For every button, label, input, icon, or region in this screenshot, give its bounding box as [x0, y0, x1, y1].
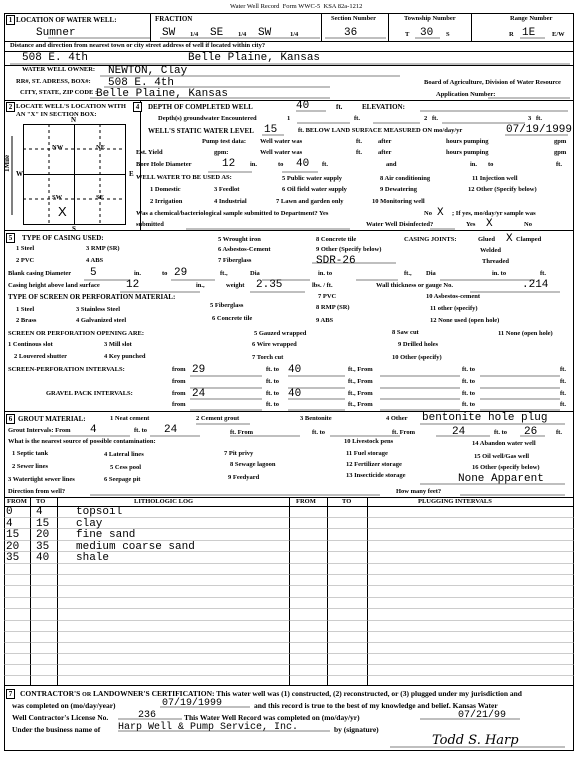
- quarter-2: SE: [210, 27, 224, 39]
- groundwater-label: Depth(s) groundwater Encountered: [158, 115, 257, 122]
- depth-value: 40: [296, 100, 310, 112]
- opening-key: 4 Key punched: [104, 353, 146, 360]
- casing-pvc: 2 PVC: [16, 257, 35, 264]
- owner-value: NEWTON, Clay: [108, 65, 188, 77]
- signature: Todd S. Harp: [432, 733, 519, 748]
- blank-casing-label: Blank casing Diameter: [8, 270, 72, 277]
- quarter-unit-2: 1/4: [238, 31, 247, 38]
- use-monitoring: 10 Monitoring well: [372, 198, 425, 205]
- opening-continous: 1 Continous slot: [8, 341, 53, 348]
- grout-cement: 2 Cement grout: [196, 415, 240, 422]
- use-label: WELL WATER TO BE USED AS:: [136, 174, 232, 181]
- section-number-value: 36: [344, 27, 358, 39]
- log-row-from: 4: [6, 518, 13, 530]
- casing-other-value: SDR-26: [316, 255, 356, 267]
- perf-from-value: 29: [192, 364, 206, 376]
- contam-other: 16 Other (specify below): [472, 464, 540, 471]
- joints-clamped-mark: X: [506, 233, 513, 245]
- contam-lateral: 4 Lateral lines: [104, 451, 144, 458]
- contamination-label: What is the nearest source of possible contamination:: [8, 438, 156, 445]
- bore-and: and: [386, 161, 397, 168]
- opening-none: 11 None (open hole): [498, 330, 553, 337]
- pump-test-label: Pump test data:: [202, 138, 247, 145]
- screen-rmp: 8 RMP (SR): [316, 304, 350, 311]
- county-value: Sumner: [36, 27, 76, 39]
- se-label: SE: [96, 194, 104, 201]
- grout-other: 4 Other: [386, 415, 408, 422]
- grout-other-value: bentonite hole plug: [422, 412, 548, 424]
- contam-feedyard: 9 Feedyard: [228, 474, 260, 481]
- screen-stainless: 3 Stainless Steel: [76, 306, 121, 313]
- business-label: Under the business name of: [12, 725, 101, 734]
- pump-ww-2: Well water was: [260, 149, 303, 156]
- blank-ft-2: ft.,: [404, 270, 412, 277]
- grout-to2-value: 26: [524, 426, 538, 438]
- opening-saw: 8 Saw cut: [392, 329, 419, 336]
- screen-concrete: 6 Concrete tile: [212, 315, 253, 322]
- screen-other: 11 other (specify): [430, 305, 478, 312]
- application-number-label: Application Number:: [436, 91, 496, 98]
- address-value: 508 E. 4th: [108, 77, 175, 89]
- use-irrigation: 2 Irrigation: [150, 198, 183, 205]
- screen-steel: 1 Steel: [16, 306, 35, 313]
- log-header-from-2: FROM: [296, 498, 316, 505]
- screen-galvanized: 4 Galvanized steel: [76, 317, 127, 324]
- range-label: Range Number: [510, 15, 553, 22]
- use-air: 8 Air conditioning: [380, 175, 431, 182]
- screen-material-label: TYPE OF SCREEN OR PERFORATION MATERIAL:: [8, 293, 176, 301]
- use-injection: 11 Injection well: [472, 175, 518, 182]
- gravel-ft-2: ft.: [560, 401, 566, 408]
- contam-septic: 1 Septic tank: [12, 450, 49, 457]
- log-row-desc: clay: [76, 518, 103, 530]
- screen-pvc: 7 PVC: [318, 293, 337, 300]
- ne-label: NE: [96, 144, 106, 151]
- casing-fiberglass: 7 Fiberglass: [218, 257, 252, 264]
- depth-ft: ft.: [336, 103, 343, 111]
- fraction-label: FRACTION: [155, 15, 193, 23]
- log-row-to: 4: [36, 506, 43, 518]
- well-location-mark: X: [58, 204, 67, 219]
- gravel-ftto2-1: ft. to: [462, 390, 475, 397]
- gw-3: 3: [528, 115, 532, 122]
- static-value: 15: [264, 124, 278, 136]
- depth-label: DEPTH OF COMPLETED WELL: [148, 103, 253, 111]
- quarter-unit-3: 1/4: [290, 31, 299, 38]
- disinfected-label: Water Well Disinfected?: [366, 221, 434, 228]
- use-feedlot: 3 Feedlot: [214, 186, 240, 193]
- south-label: S: [72, 225, 76, 233]
- contam-lagoon: 8 Sewage lagoon: [230, 461, 276, 468]
- pump-after-2: after: [378, 149, 392, 156]
- static-rest: ft. BELOW LAND SURFACE MEASURED ON mo/day/yr: [298, 127, 463, 134]
- casing-wrought: 5 Wrought iron: [218, 236, 261, 243]
- static-date: 07/19/1999: [506, 124, 573, 136]
- perf-intervals-label: SCREEN-PERFORATION INTERVALS:: [8, 366, 125, 373]
- grout-ftfrom-2: ft. From: [392, 429, 415, 436]
- weight-label: weight: [226, 282, 245, 289]
- log-header-from: FROM: [7, 498, 27, 505]
- township-label: Township Number: [404, 15, 456, 22]
- grout-ftfrom-1: ft. From: [230, 429, 253, 436]
- city-state-zip-value: Belle Plaine, Kansas: [96, 88, 229, 100]
- quarter-3: SW: [258, 27, 272, 39]
- sw-label: SW: [52, 194, 63, 201]
- owner-label: WATER WELL OWNER:: [22, 66, 96, 73]
- perf-from-2: from: [172, 378, 186, 385]
- perf-ftto-2: ft. to: [266, 378, 279, 385]
- chem-no: No: [424, 210, 432, 217]
- license-label: Well Contractor's License No.: [12, 713, 109, 722]
- blank-to-value: 29: [174, 267, 188, 279]
- blank-in: in.: [134, 270, 142, 277]
- contam-livestock: 10 Livestock pens: [344, 438, 394, 445]
- log-header-lithologic: LITHOLOGIC LOG: [134, 498, 194, 505]
- opening-louvered: 2 Louvered shutter: [14, 353, 67, 360]
- gravel-ftto2-2: ft. to: [462, 401, 475, 408]
- pump-ft-1: ft.: [356, 138, 362, 145]
- pump-ww-1: Well water was: [260, 138, 303, 145]
- blank-in-to-2: in. to: [492, 270, 507, 277]
- submitted-label: submitted: [136, 221, 164, 228]
- contam-fuel: 11 Fuel storage: [346, 450, 388, 457]
- opening-gauzed: 5 Gauzed wrapped: [254, 330, 307, 337]
- city-state-zip-label: CITY, STATE, ZIP CODE :: [20, 89, 98, 96]
- township-s: S: [446, 31, 450, 38]
- log-row-from: 35: [6, 552, 20, 564]
- screen-fiberglass: 5 Fiberglass: [210, 302, 244, 309]
- use-domestic: 1 Domestic: [150, 186, 181, 193]
- range-r: R: [509, 31, 514, 38]
- north-label: N: [71, 116, 77, 124]
- opening-label: SCREEN OR PERFORATION OPENING ARE:: [8, 330, 145, 337]
- log-row-to: 35: [36, 541, 50, 553]
- gw-ft-1: ft.: [354, 115, 360, 122]
- contam-watertight: 3 Watertight sewer lines: [8, 476, 75, 483]
- perf-to-value: 40: [288, 364, 302, 376]
- log-header-to: TO: [36, 498, 46, 505]
- grout-ftto-2: ft. to: [312, 429, 325, 436]
- distance-city: Belle Plaine, Kansas: [188, 52, 321, 64]
- section-number-7: 7: [6, 689, 15, 699]
- use-lawn: 7 Lawn and garden only: [276, 198, 344, 205]
- contam-other-value: None Apparent: [458, 473, 544, 485]
- elevation-label: ELEVATION:: [362, 103, 405, 111]
- log-row-desc: fine sand: [76, 529, 136, 541]
- perf-ftto2-1: ft. to: [462, 366, 475, 373]
- screen-brass: 2 Brass: [16, 317, 37, 324]
- bore-ft: ft.: [322, 161, 328, 168]
- gravel-from-value: 24: [192, 388, 206, 400]
- opening-torch: 7 Torch cut: [252, 354, 284, 361]
- grout-ft-end: ft.: [556, 429, 562, 436]
- log-row-to: 20: [36, 529, 50, 541]
- log-row-from: 15: [6, 529, 20, 541]
- bore-value: 12: [222, 158, 236, 170]
- license-value: 236: [138, 710, 157, 721]
- weight-unit: lbs. / ft.: [312, 282, 333, 289]
- contam-cess: 5 Cess pool: [110, 464, 142, 471]
- gravel-ftfrom-2: ft., From: [348, 401, 373, 408]
- screen-asbestos: 10 Asbestos-cement: [426, 293, 480, 300]
- casing-concrete: 8 Concrete tile: [316, 236, 357, 243]
- screen-none: 12 None used (open hole): [430, 317, 500, 324]
- completed-value: 07/19/1999: [162, 698, 223, 709]
- casing-asbestos: 6 Asbestos-Cement: [218, 246, 271, 253]
- board-label: Board of Agriculture, Division of Water Resource: [424, 79, 561, 86]
- perf-ft-1: ft.: [560, 366, 566, 373]
- nw-label: NW: [52, 144, 64, 151]
- grout-ftto-1: ft. to: [134, 427, 147, 434]
- casing-other: 9 Other (Specify below): [316, 246, 382, 253]
- section-number-5: 5: [6, 233, 15, 243]
- location-label: LOCATION OF WATER WELL:: [16, 16, 117, 24]
- bore-in: in.: [250, 161, 258, 168]
- use-oilfield: 6 Oil field water supply: [282, 186, 347, 193]
- static-label: WELL'S STATIC WATER LEVEL: [148, 127, 254, 135]
- section-number-4: 4: [133, 102, 142, 112]
- perf-ftto-1: ft. to: [266, 366, 279, 373]
- business-value: Harp Well & Pump Service, Inc.: [118, 722, 299, 733]
- grout-material-label: GROUT MATERIAL:: [18, 415, 86, 423]
- form-title: Water Well Record Form WWC-5 KSA 82a-1212: [230, 3, 363, 10]
- gw-1: 1: [287, 115, 291, 122]
- opening-drilled: 9 Drilled holes: [398, 341, 439, 348]
- grout-neat: 1 Neat cement: [110, 415, 150, 422]
- joints-welded: Welded: [480, 247, 501, 254]
- quarter-unit-1: 1/4: [190, 31, 199, 38]
- signature-label: by (signature): [334, 725, 379, 734]
- wall-label: Wall thickness or gauge No.: [376, 282, 453, 289]
- log-row-from: 20: [6, 541, 20, 553]
- perf-ft-2: ft.: [560, 378, 566, 385]
- contam-sewer: 2 Sewer lines: [12, 463, 48, 470]
- grout-to-value: 24: [164, 424, 178, 436]
- log-row-to: 40: [36, 552, 50, 564]
- opening-wire: 6 Wire wrapped: [252, 341, 297, 348]
- disinfected-mark: X: [486, 218, 493, 230]
- grout-bentonite: 3 Bentonite: [300, 415, 332, 422]
- bore-ft-2: ft.: [556, 161, 562, 168]
- disinfected-yes: Yes: [466, 221, 476, 228]
- opening-other: 10 Other (specify): [392, 354, 442, 361]
- certification-line-1: CONTRACTOR'S OR LANDOWNER'S CERTIFICATION: This water well was (1) constructed, (2) reconstructed, or (3) plugged under my jurisdiction and: [20, 689, 522, 698]
- chem-rest: ; If yes, mo/day/yr sample was: [452, 210, 536, 217]
- gravel-ftto-2: ft. to: [266, 401, 279, 408]
- contam-fertilizer: 12 Fertilizer storage: [346, 461, 402, 468]
- grout-from-value: 4: [90, 424, 97, 436]
- section-number-2: 2: [6, 102, 15, 112]
- bore-in-2: in.: [470, 161, 478, 168]
- log-row-from: 0: [6, 506, 13, 518]
- completed-label: was completed on (mo/day/year): [12, 701, 116, 710]
- pump-after-1: after: [378, 138, 392, 145]
- address-label: RR#, ST. ADRESS, BOX#:: [16, 78, 91, 85]
- log-header-to-2: TO: [342, 498, 352, 505]
- gravel-from-1: from: [172, 390, 186, 397]
- chem-label: Was a chemical/bacteriological sample submitted to Department? Yes: [136, 210, 329, 217]
- pump-ft-2: ft.: [356, 149, 362, 156]
- section-number-label: Section Number: [331, 15, 376, 22]
- joints-clamped: Clamped: [516, 236, 542, 243]
- log-row-desc: topsoil: [76, 506, 123, 518]
- gravel-from-2: from: [172, 401, 186, 408]
- yield-label: Est. Yield: [136, 149, 163, 156]
- contam-abandon: 14 Abandon water well: [472, 440, 536, 447]
- township-t: T: [405, 31, 410, 38]
- direction-label: Direction from well?: [8, 488, 66, 495]
- use-other: 12 Other (Specify below): [468, 186, 537, 193]
- blank-dia-2: Dia: [426, 270, 436, 277]
- west-label: W: [16, 170, 23, 178]
- gravel-ftto-1: ft. to: [266, 390, 279, 397]
- blank-ft: ft.,: [220, 270, 228, 277]
- section-number-6: 6: [6, 414, 15, 424]
- township-value: 30: [420, 27, 434, 39]
- joints-glued: Glued: [478, 236, 495, 243]
- weight-value: 2.35: [256, 279, 283, 291]
- range-value: 1E: [522, 27, 536, 39]
- range-ew: E/W: [552, 31, 565, 38]
- use-public: 5 Public water supply: [282, 175, 343, 182]
- gravel-ftfrom-1: ft., From: [348, 390, 373, 397]
- perf-ftfrom-1: ft., From: [348, 366, 373, 373]
- gravel-ft-1: ft.: [560, 390, 566, 397]
- completed-rest: and this record is true to the best of my knowledge and belief. Kansas Water: [254, 701, 498, 710]
- contam-seepage: 6 Seepage pit: [104, 476, 141, 483]
- grout-intervals-label: Grout Intervals: From: [8, 427, 71, 434]
- casing-height-label: Casing height above land surface: [8, 282, 100, 289]
- log-row-desc: shale: [76, 552, 110, 564]
- contam-insecticide: 13 Insecticide storage: [346, 472, 406, 479]
- distance-label: Distance and direction from nearest town or city street address of well if located within city?: [10, 42, 266, 49]
- chem-no-mark: X: [437, 207, 444, 219]
- contam-oilgas: 15 Oil well/Gas well: [474, 453, 530, 460]
- casing-height-in: in.,: [196, 282, 205, 289]
- blank-to: to: [162, 270, 168, 277]
- casing-abs: 4 ABS: [86, 257, 104, 264]
- casing-height-value: 12: [126, 279, 140, 291]
- gravel-to-value: 40: [288, 388, 302, 400]
- pump-hours-1: hours pumping: [446, 138, 489, 145]
- log-row-desc: medium coarse sand: [76, 541, 195, 553]
- perf-ftfrom-2: ft., From: [348, 378, 373, 385]
- east-label: E: [129, 170, 134, 178]
- gravel-label: GRAVEL PACK INTERVALS:: [46, 390, 133, 397]
- log-row-to: 15: [36, 518, 50, 530]
- bore-to-value: 40: [296, 158, 310, 170]
- grout-ftto-3: ft. to: [494, 429, 507, 436]
- wall-value: .214: [522, 279, 549, 291]
- blank-dia: Dia: [250, 270, 260, 277]
- mile-label: 1Mile: [3, 154, 11, 172]
- grout-from2-value: 24: [452, 426, 466, 438]
- disinfected-no: No: [524, 221, 532, 228]
- casing-steel: 1 Steel: [16, 245, 35, 252]
- locate-label: LOCATE WELL'S LOCATION WITH AN "X" IN SECTION BOX:: [16, 103, 126, 118]
- blank-in-to: in. to: [318, 270, 333, 277]
- casing-type-label: TYPE OF CASING USED:: [22, 234, 104, 242]
- yield-gpm: gpm:: [214, 149, 229, 156]
- log-header-plugging: PLUGGING INTERVALS: [418, 498, 492, 505]
- gw-2: 2: [424, 115, 428, 122]
- feet-label: How many feet?: [396, 488, 442, 495]
- gw-ft-2: ft.: [432, 115, 438, 122]
- use-dewatering: 9 Dewatering: [380, 186, 418, 193]
- pump-hours-2: hours pumping: [446, 149, 489, 156]
- perf-ftto2-2: ft. to: [462, 378, 475, 385]
- use-industrial: 4 Industrial: [214, 198, 247, 205]
- record-label: This Water Well Record was completed on (mo/day/yr): [184, 713, 360, 722]
- perf-from-1: from: [172, 366, 186, 373]
- casing-rmp: 3 RMP (SR): [86, 245, 120, 252]
- bore-to-2: to: [488, 161, 494, 168]
- bore-to: to: [278, 161, 284, 168]
- joints-label: CASING JOINTS:: [404, 236, 457, 243]
- blank-ft-3: ft.: [540, 270, 546, 277]
- screen-abs: 9 ABS: [316, 317, 334, 324]
- gw-ft-3: ft.: [536, 115, 542, 122]
- pump-gpm-1: gpm: [554, 138, 567, 145]
- opening-mill: 3 Mill slot: [104, 341, 132, 348]
- contam-privy: 7 Pit privy: [224, 450, 254, 457]
- quarter-1: SW: [162, 27, 176, 39]
- distance-address: 508 E. 4th: [22, 52, 89, 64]
- blank-casing-value: 5: [90, 267, 97, 279]
- joints-threaded: Threaded: [482, 258, 509, 265]
- pump-gpm-2: gpm: [554, 149, 567, 156]
- section-number-1: 1: [6, 15, 15, 25]
- record-date: 07/21/99: [458, 710, 507, 721]
- bore-label: Bore Hole Diameter: [136, 161, 192, 168]
